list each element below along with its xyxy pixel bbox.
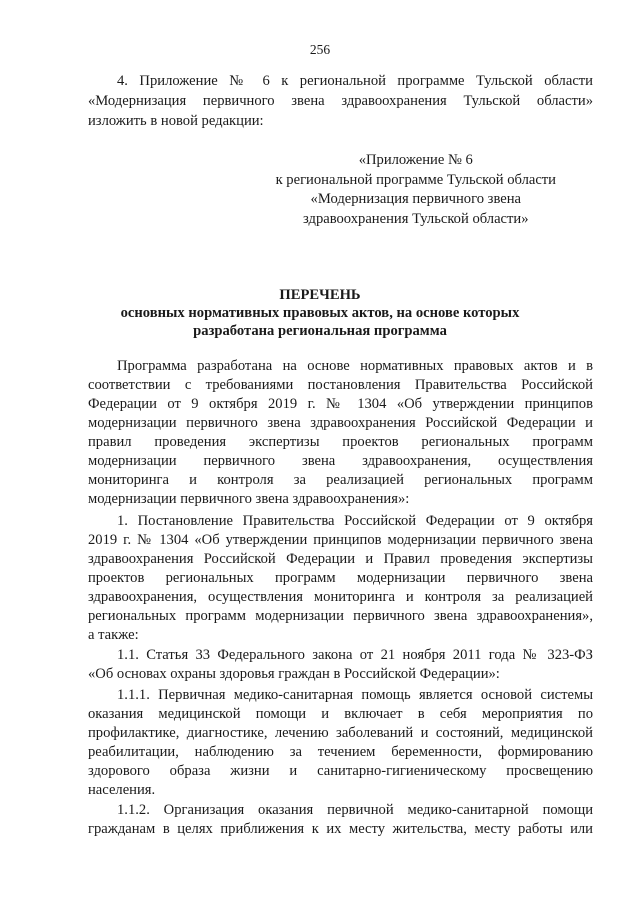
body-line: 2019 г. № 1304 «Об утверждении принципов модернизации первичного звена bbox=[88, 532, 593, 548]
body-line: 1.1.2. Организация оказания первичной медико-санитарной помощи bbox=[117, 802, 593, 818]
body-line: модернизации первичного звена здравоохранения, осуществления bbox=[88, 453, 593, 469]
body-line: здравоохранения Российской Федерации и Правил проведения экспертизы bbox=[88, 551, 593, 567]
body-line: правил проведения экспертизы проектов региональных программ bbox=[88, 434, 593, 450]
body-line: 1.1. Статья 33 Федерального закона от 21 ноября 2011 года № 323-ФЗ bbox=[117, 647, 593, 663]
document-title: ПЕРЕЧЕНЬ bbox=[279, 287, 361, 303]
appendix-heading-line: здравоохранения Тульской области» bbox=[303, 210, 529, 227]
appendix-heading bbox=[276, 151, 556, 229]
appendix-heading-line: «Модернизация первичного звена bbox=[310, 191, 522, 207]
body-line: соответствии с требованиями постановления Правительства Российской bbox=[88, 377, 593, 393]
appendix-heading-line: «Приложение № 6 bbox=[358, 152, 473, 168]
body-line: «Об основах охраны здоровья граждан в Российской Федерации»: bbox=[88, 666, 500, 682]
appendix-heading-line: к региональной программе Тульской области bbox=[275, 171, 556, 188]
body-line: а также: bbox=[88, 627, 139, 643]
body-line: модернизации первичного звена здравоохранения»: bbox=[88, 491, 410, 507]
body-line: реабилитации, наблюдению за течением беременности, формированию bbox=[88, 744, 593, 760]
document-subtitle-line: основных нормативных правовых актов, на основе которых bbox=[120, 305, 520, 321]
body-line: здорового образа жизни и санитарно-гигиеническому просвещению bbox=[88, 763, 593, 779]
body-line: региональных программ модернизации первичного звена здравоохранения», bbox=[88, 608, 593, 624]
body-line: мониторинга и контроля за реализацией региональных программ bbox=[88, 472, 593, 488]
intro-line: изложить в новой редакции: bbox=[88, 113, 264, 129]
document-subtitle-line: разработана региональная программа bbox=[193, 323, 447, 339]
body-line: здравоохранения, осуществления мониторинга и контроля за реализацией bbox=[88, 589, 593, 605]
body-line: населения. bbox=[88, 782, 156, 798]
intro-line: 4. Приложение № 6 к региональной программе Тульской области bbox=[117, 73, 593, 89]
intro-line: «Модернизация первичного звена здравоохранения Тульской области» bbox=[88, 93, 593, 109]
page-number: 256 bbox=[309, 42, 331, 57]
body-line: оказания медицинской помощи и включает в себя мероприятия по bbox=[88, 706, 593, 722]
body-line: Программа разработана на основе нормативных правовых актов и в bbox=[117, 358, 593, 374]
body-line: модернизации первичного звена здравоохранения Российской Федерации и bbox=[88, 415, 593, 431]
body-line: проектов региональных программ модернизации первичного звена bbox=[88, 570, 593, 586]
body-line: Федерации от 9 октября 2019 г. № 1304 «Об утверждении принципов bbox=[88, 396, 593, 412]
body-line: гражданам в целях приближения к их месту жительства, месту работы или bbox=[88, 821, 593, 837]
body-line: профилактике, диагностике, лечению заболеваний и состояний, медицинской bbox=[88, 725, 593, 741]
body-line: 1. Постановление Правительства Российской Федерации от 9 октября bbox=[117, 513, 593, 529]
body-line: 1.1.1. Первичная медико-санитарная помощь является основой системы bbox=[117, 687, 593, 703]
